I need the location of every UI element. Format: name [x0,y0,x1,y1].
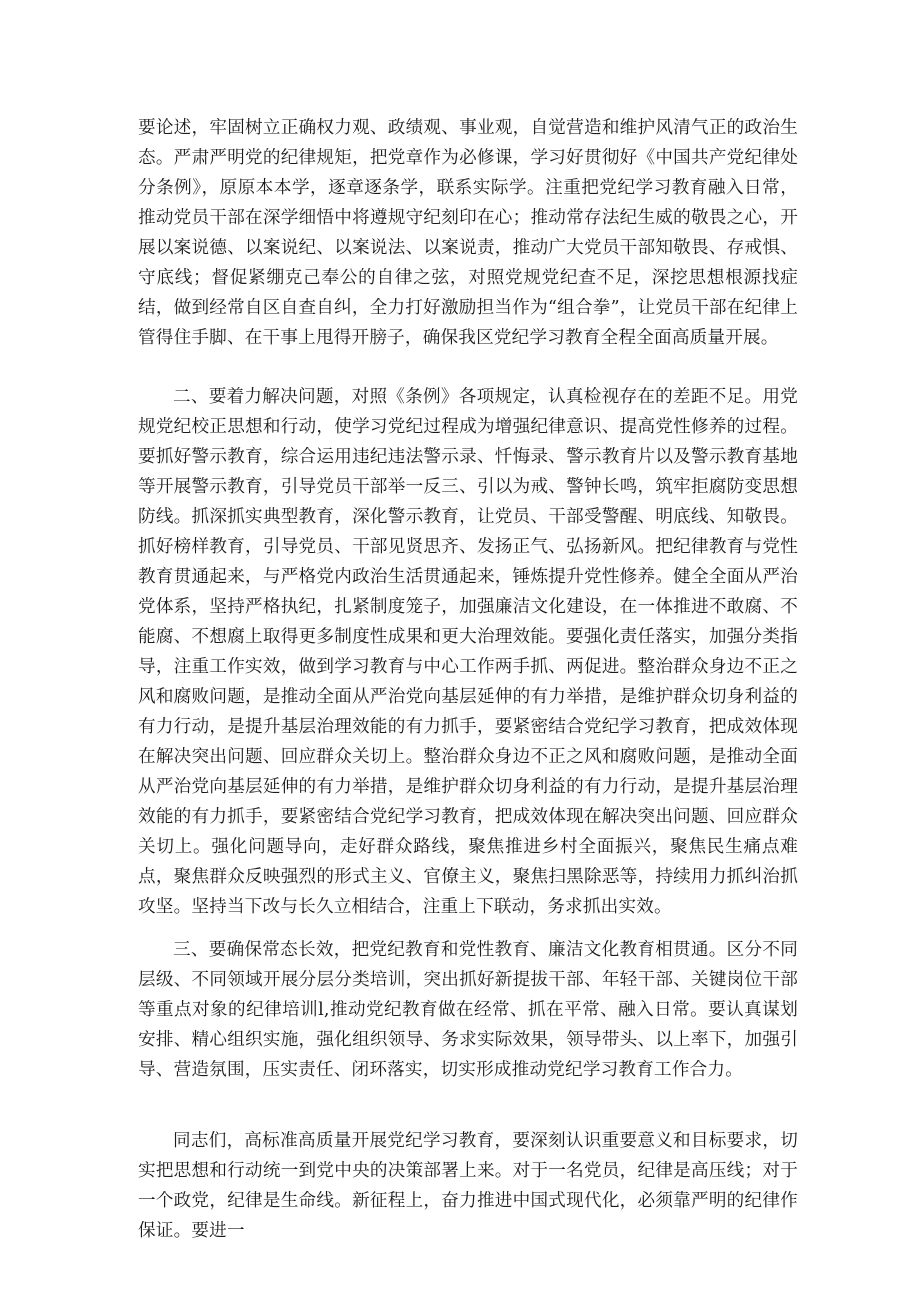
paragraph-intro: 要论述，牢固树立正确权力观、政绩观、事业观，自觉营造和维护风清气正的政治生态。严肃严明党的纪律规矩，把党章作为必修课，学习好贯彻好《中国共产党纪律处分条例》，原原本本学，逐章逐条学，联系实际学。注重把党纪学习教育融入日常，推动党员干部在深学细悟中将遵规守纪刻印在心；推动常存法纪生威的敬畏之心，开展以案说德、以案说纪、以案说法、以案说责，推动广大党员干部知敬畏、存戒惧、守底线；督促紧绷克己奉公的自律之弦，对照党规党纪查不足，深挖思想根源找症结，做到经常自区自查自纠，全力打好激励担当作为“组合拳”，让党员干部在纪律上管得住手脚、在干事上甩得开膀子，确保我区党纪学习教育全程全面高质量开展。 [138,118,798,348]
paragraph-closing: 同志们，高标准高质量开展党纪学习教育，要深刻认识重要意义和目标要求，切实把思想和行动统一到党中央的决策部署上来。对于一名党员，纪律是高压线；对于一个政党，纪律是生命线。新征程上，奋力推进中国式现代化，必须靠严明的纪律作保证。要进一 [138,1131,798,1241]
paragraph-section-three: 三、要确保常态长效，把党纪教育和党性教育、廉洁文化教育相贯通。区分不同层级、不同领域开展分层分类培训，突出抓好新提拔干部、年轻干部、关键岗位干部等重点对象的纪律培训l,推动党纪教育做在经常、抓在平常、融入日常。要认真谋划安排、精心组织实施，强化组织领导、务求实际效果，领导带头、以上率下，加强引导、营造氛围，压实责任、闭环落实，切实形成推动党纪学习教育工作合力。 [138,940,798,1080]
paragraph-section-two: 二、要着力解决问题，对照《条例》各项规定，认真检视存在的差距不足。用党规党纪校正思想和行动，使学习党纪过程成为增强纪律意识、提高党性修养的过程。要抓好警示教育，综合运用违纪违法警示录、忏悔录、警示教育片以及警示教育基地等开展警示教育，引导党员干部举一反三、引以为戒、警钟长鸣，筑牢拒腐防变思想防线。抓深抓实典型教育，深化警示教育，让党员、干部受警醒、明底线、知敬畏。抓好榜样教育，引导党员、干部见贤思齐、发扬正气、弘扬新风。把纪律教育与党性教育贯通起来，与严格党内政治生活贯通起来，锤炼提升党性修养。健全全面从严治党体系，坚持严格执纪，扎紧制度笼子，加强廉洁文化建设，在一体推进不敢腐、不能腐、不想腐上取得更多制度性成果和更大治理效能。要强化责任落实，加强分类指导，注重工作实效，做到学习教育与中心工作两手抓、两促进。整治群众身边不正之风和腐败问题，是推动全面从严治党向基层延伸的有力举措，是维护群众切身利益的有力行动，是提升基层治理效能的有力抓手，要紧密结合党纪学习教育，把成效体现在解决突出问题、回应群众关切上。整治群众身边不正之风和腐败问题，是推动全面从严治党向基层延伸的有力举措，是维护群众切身利益的有力行动，是提升基层治理效能的有力抓手，要紧密结合党纪学习教育，把成效体现在解决突出问题、回应群众关切上。强化问题导向，走好群众路线，聚焦推进乡村全面振兴，聚焦民生痛点难点，聚焦群众反映强烈的形式主义、官僚主义，聚焦扫黑除恶等，持续用力抓纠治抓攻坚。坚持当下改与长久立相结合，注重上下联动，务求抓出实效。 [138,387,798,917]
